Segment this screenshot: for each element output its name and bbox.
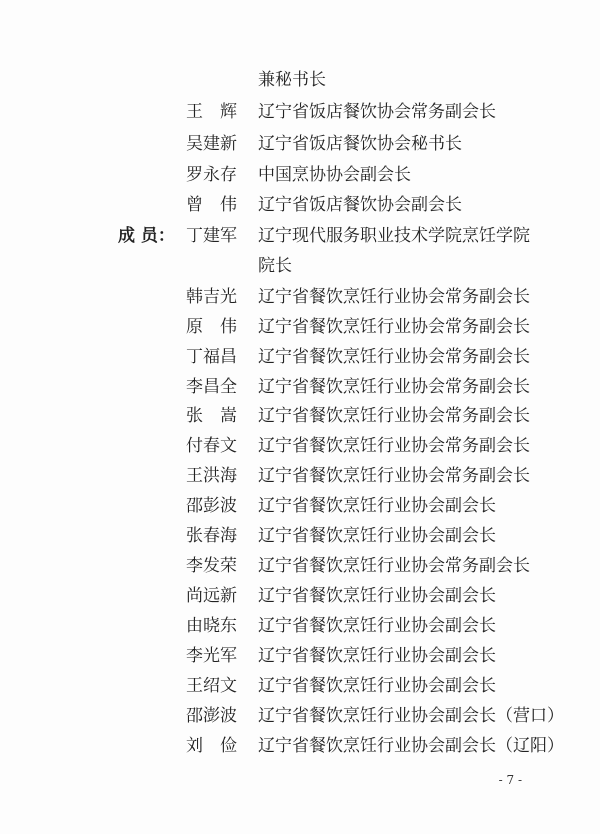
member-name: 李光军 bbox=[186, 646, 237, 666]
member-name: 丁福昌 bbox=[186, 347, 237, 367]
member-name: 王绍文 bbox=[186, 676, 237, 696]
member-title: 辽宁省饭店餐饮协会秘书长 bbox=[258, 134, 462, 154]
members-label: 成 员： bbox=[118, 226, 175, 246]
member-title: 辽宁省饭店餐饮协会副会长 bbox=[258, 195, 462, 215]
member-name: 张 嵩 bbox=[186, 406, 237, 426]
member-name: 王洪海 bbox=[186, 466, 237, 486]
member-name: 曾 伟 bbox=[186, 195, 237, 215]
member-title: 辽宁省餐饮烹饪行业协会副会长 bbox=[258, 616, 496, 636]
member-title: 辽宁省饭店餐饮协会常务副会长 bbox=[258, 102, 496, 122]
member-title: 辽宁省餐饮烹饪行业协会常务副会长 bbox=[258, 287, 530, 307]
member-name: 李昌全 bbox=[186, 377, 237, 397]
member-name: 李发荣 bbox=[186, 556, 237, 576]
member-title: 辽宁省餐饮烹饪行业协会常务副会长 bbox=[258, 377, 530, 397]
member-name: 刘 俭 bbox=[186, 736, 237, 756]
member-title: 辽宁现代服务职业技术学院烹饪学院 bbox=[258, 226, 530, 246]
member-name: 付春文 bbox=[186, 436, 237, 456]
member-title: 辽宁省餐饮烹饪行业协会副会长 bbox=[258, 586, 496, 606]
member-title: 辽宁省餐饮烹饪行业协会常务副会长 bbox=[258, 556, 530, 576]
member-title: 辽宁省餐饮烹饪行业协会副会长（营口） bbox=[258, 706, 564, 726]
member-name: 韩吉光 bbox=[186, 287, 237, 307]
member-title: 中国烹协协会副会长 bbox=[258, 165, 411, 185]
member-name: 原 伟 bbox=[186, 317, 237, 337]
member-name: 张春海 bbox=[186, 526, 237, 546]
member-name: 王 辉 bbox=[186, 102, 237, 122]
member-title: 辽宁省餐饮烹饪行业协会副会长 bbox=[258, 496, 496, 516]
member-name: 罗永存 bbox=[186, 165, 237, 185]
member-title: 辽宁省餐饮烹饪行业协会副会长 bbox=[258, 646, 496, 666]
continuation-text: 兼秘书长 bbox=[258, 70, 326, 90]
member-title: 辽宁省餐饮烹饪行业协会副会长 bbox=[258, 526, 496, 546]
member-name: 邵彭波 bbox=[186, 496, 237, 516]
member-title: 辽宁省餐饮烹饪行业协会常务副会长 bbox=[258, 347, 530, 367]
page-number: - 7 - bbox=[498, 773, 522, 787]
member-name: 由晓东 bbox=[186, 616, 237, 636]
member-title: 辽宁省餐饮烹饪行业协会副会长（辽阳） bbox=[258, 736, 564, 756]
member-title: 辽宁省餐饮烹饪行业协会常务副会长 bbox=[258, 436, 530, 456]
member-name: 丁建军 bbox=[186, 226, 237, 246]
member-title: 辽宁省餐饮烹饪行业协会副会长 bbox=[258, 676, 496, 696]
member-name: 吴建新 bbox=[186, 134, 237, 154]
member-title-continuation: 院长 bbox=[258, 256, 292, 276]
member-title: 辽宁省餐饮烹饪行业协会常务副会长 bbox=[258, 317, 530, 337]
member-name: 尚远新 bbox=[186, 586, 237, 606]
member-title: 辽宁省餐饮烹饪行业协会常务副会长 bbox=[258, 466, 530, 486]
member-name: 邵澎波 bbox=[186, 706, 237, 726]
member-title: 辽宁省餐饮烹饪行业协会常务副会长 bbox=[258, 406, 530, 426]
